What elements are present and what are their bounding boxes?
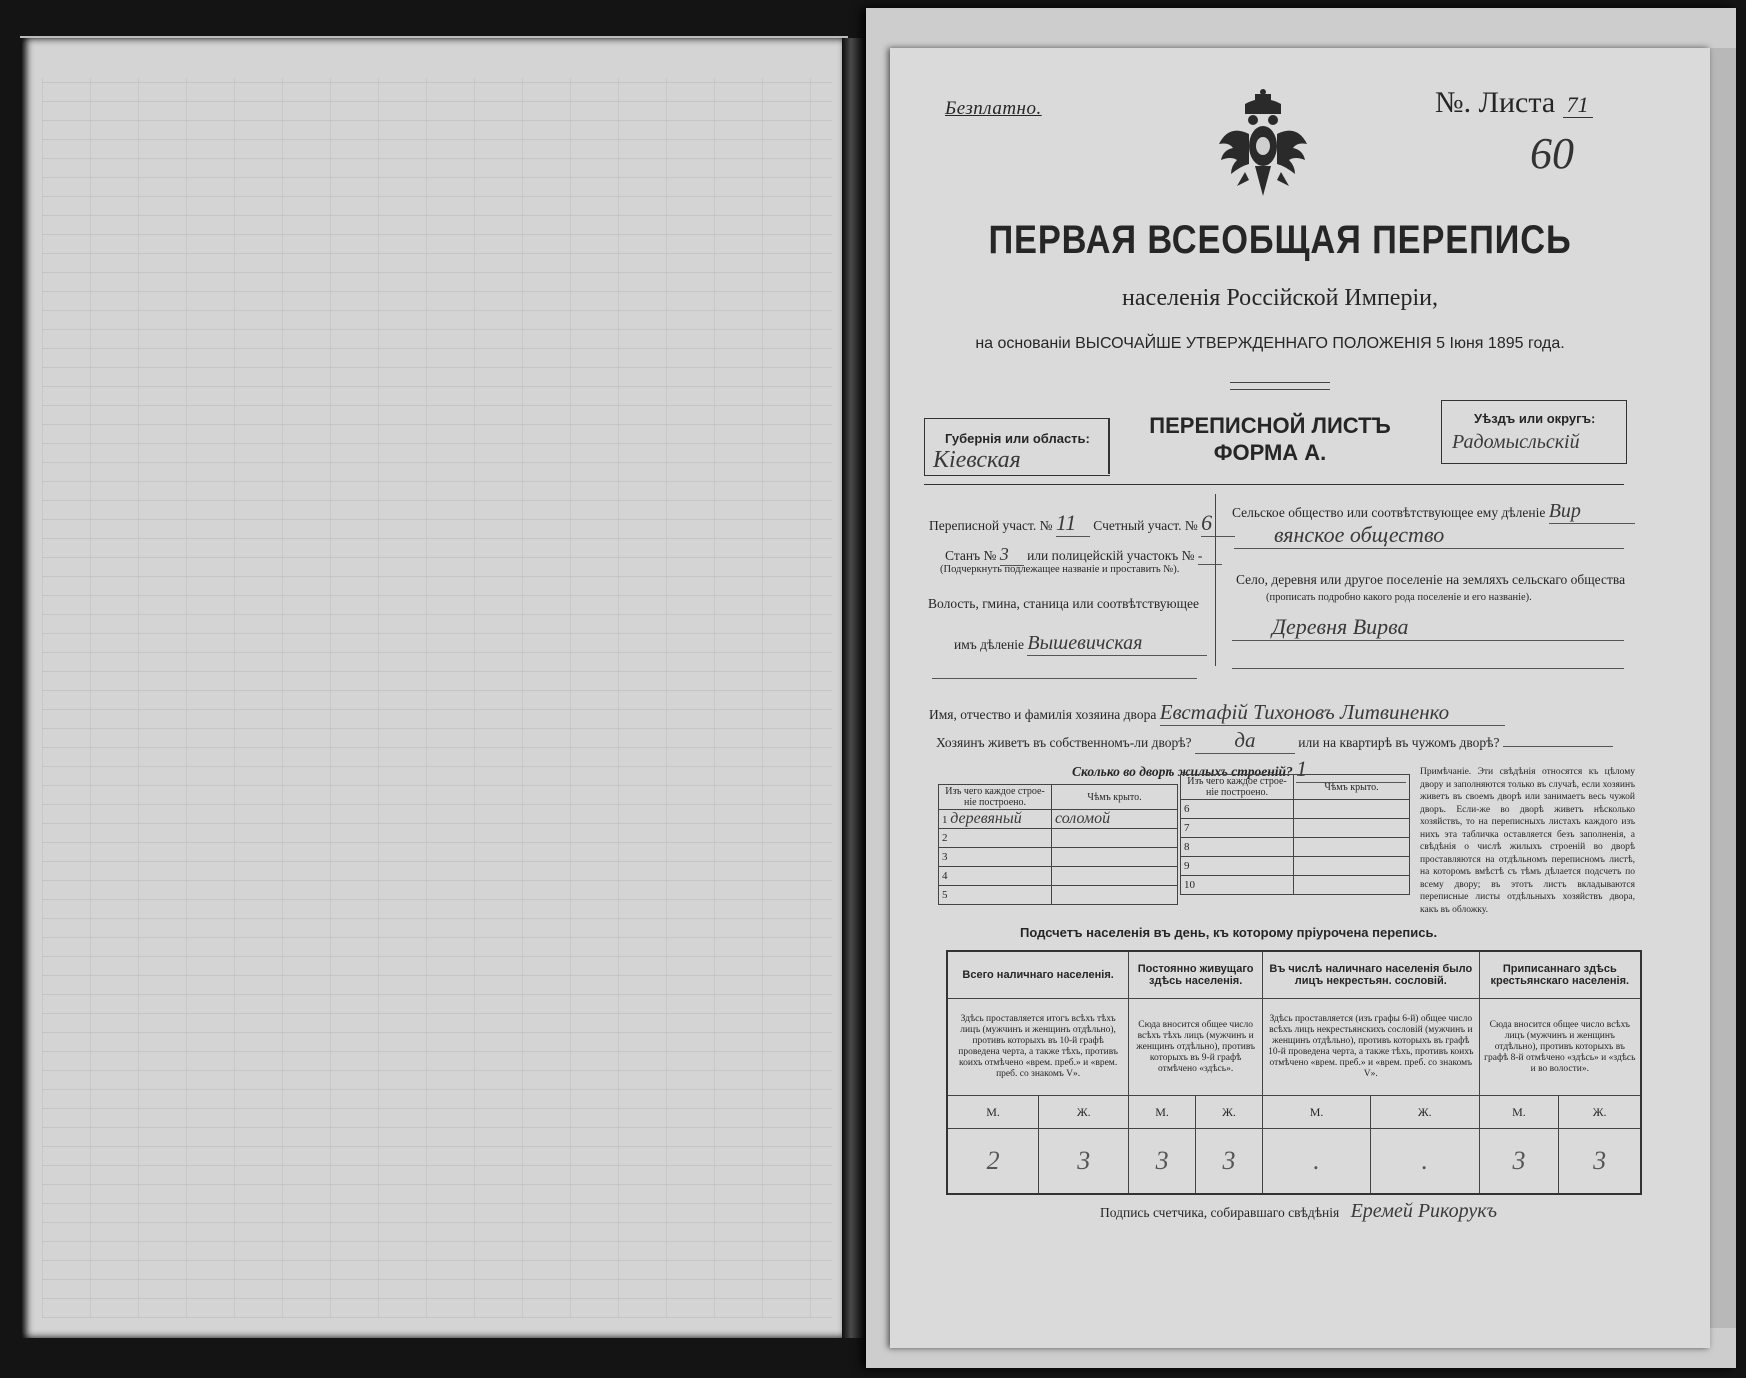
society-field <box>1232 500 1635 524</box>
pencil-folio-number: 60 <box>1530 129 1574 178</box>
gubernia-box-rule <box>1108 418 1110 474</box>
roof-value <box>1294 819 1410 838</box>
male-count: 2 <box>947 1129 1039 1195</box>
own-yard-value: да <box>1195 728 1295 754</box>
roof-value <box>1052 867 1178 886</box>
free-label: Безплатно. <box>945 98 1042 119</box>
table-row <box>939 867 1178 886</box>
own-yard-field <box>936 728 1613 754</box>
row-number: 4 <box>939 867 1052 886</box>
pop-group-title: Въ числѣ наличнаго населенія было лицъ некрестьян. сословій. <box>1263 951 1480 999</box>
village-value: Деревня Вирва <box>1232 614 1624 641</box>
uezd-label: Уѣздъ или округъ: <box>1474 411 1596 426</box>
uezd-box <box>1441 400 1627 464</box>
village-note: (прописать подробно какого рода поселеніе и его названіе). <box>1266 592 1532 603</box>
buildings-col-material: Изъ чего каждое строе-ніе построено. <box>939 785 1052 810</box>
buildings-col-roof: Чѣмъ крыто. <box>1294 775 1410 800</box>
header-rule <box>924 484 1624 485</box>
legal-basis: на основаніи ВЫСОЧАЙШЕ УТВЕРЖДЕННАГО ПОЛОЖЕНІЯ 5 Іюня 1895 года. <box>975 335 1565 352</box>
female-count: 3 <box>1039 1129 1129 1195</box>
table-row <box>939 886 1178 905</box>
male-header: М. <box>1263 1096 1371 1129</box>
table-row <box>1181 800 1410 819</box>
buildings-label: Сколько во дворѣ жилыхъ строеній? <box>1072 764 1293 779</box>
left-page-grid <box>42 78 832 1318</box>
stack-edge <box>1709 48 1736 1328</box>
society-value2: вянское общество <box>1234 522 1624 549</box>
police-value: - <box>1198 548 1222 565</box>
police-label: или полицейскій участокъ № <box>1027 548 1195 563</box>
ornament-divider <box>1230 382 1330 390</box>
male-count: 3 <box>1129 1129 1196 1195</box>
pop-group-title: Постоянно живущаго здѣсь населенія. <box>1129 951 1263 999</box>
uezd-value: Радомысльскій <box>1452 431 1580 453</box>
perepis-uchastok-field <box>929 510 1235 537</box>
volost-label: Волость, гмина, станица или соотвѣтствующее <box>928 596 1199 611</box>
buildings-table-right <box>1180 774 1410 895</box>
census-subtitle: населенія Россійской Имперіи, <box>1122 285 1438 311</box>
row-number: 7 <box>1181 819 1294 838</box>
book-spine <box>842 38 864 1338</box>
population-table <box>946 950 1642 1195</box>
row-number: 6 <box>1181 800 1294 819</box>
pop-group-desc: Сюда вносится общее число всѣхъ тѣхъ лицъ (мужчинъ и женщинъ отдѣльно), противъ которыхъ въ 9-й графѣ отмѣчено «здѣсь». <box>1129 999 1263 1096</box>
volost-label2: имъ дѣленіе <box>954 637 1025 652</box>
form-title-line2: ФОРМА А. <box>1213 440 1327 465</box>
pop-group-title: Приписаннаго здѣсь крестьянскаго населенія. <box>1479 951 1641 999</box>
roof-value <box>1052 886 1178 905</box>
volost-field <box>954 632 1207 656</box>
gubernia-label: Губернія или область: <box>945 431 1090 446</box>
imperial-eagle-emblem <box>1215 86 1311 206</box>
volost-value: Вышевичская <box>1027 632 1207 656</box>
male-count: . <box>1263 1129 1371 1195</box>
stan-label: Станъ № <box>945 548 997 563</box>
male-count: 3 <box>1479 1129 1559 1195</box>
schetny-uchastok-label: Счетный участ. № <box>1093 518 1198 533</box>
population-heading: Подсчетъ населенія въ день, къ которому пріурочена перепись. <box>1020 925 1438 940</box>
male-header: М. <box>947 1096 1039 1129</box>
table-row <box>1181 876 1410 895</box>
village-label: Село, деревня или другое поселеніе на земляхъ сельскаго общества <box>1236 572 1626 587</box>
owner-value: Евстафій Тихоновъ Литвиненко <box>1160 700 1505 726</box>
census-title: ПЕРВАЯ ВСЕОБЩАЯ ПЕРЕПИСЬ <box>988 218 1572 262</box>
material-value: деревяный <box>950 810 1022 827</box>
signature-label: Подпись счетчика, собиравшаго свѣдѣнія <box>1100 1205 1340 1220</box>
female-header: Ж. <box>1371 1096 1480 1129</box>
household-note: Примѣчаніе. Эти свѣдѣнія относятся къ цѣлому двору и заполняются только въ случаѣ, если хозяинъ живетъ въ своемъ дворѣ или занимаетъ весь чужой дворъ. Если-же во дворѣ живетъ нѣсколько хозяйствъ, то на переписныхъ листахъ каждого изъ нихъ эта табличка оставляется безъ заполненія, а свѣдѣнія о числѣ жилыхъ строеній во дворѣ проставляются на отдѣльномъ переписномъ листѣ, на которомъ вмѣстѣ съ тѣмъ дѣлается подсчетъ по всему двору; въ этотъ листъ вкладываются переписные листы отдѣльныхъ хозяйствъ двора, какъ въ обложку. <box>1420 767 1635 915</box>
form-title-line1: ПЕРЕПИСНОЙ ЛИСТЪ <box>1149 413 1391 438</box>
row-number: 5 <box>939 886 1052 905</box>
female-count: . <box>1371 1129 1480 1195</box>
volost-extra-line <box>932 678 1197 679</box>
table-row <box>939 848 1178 867</box>
male-header: М. <box>1479 1096 1559 1129</box>
stan-value: 3 <box>1000 544 1024 566</box>
row-number: 10 <box>1181 876 1294 895</box>
row-number: 8 <box>1181 838 1294 857</box>
roof-value <box>1294 857 1410 876</box>
schetny-uchastok-value: 6 <box>1201 510 1235 537</box>
table-row <box>939 810 1178 829</box>
female-header: Ж. <box>1195 1096 1262 1129</box>
sheet-number-label: №. Листа <box>1435 86 1556 119</box>
roof-value: соломой <box>1055 810 1111 827</box>
rented-label: или на квартирѣ въ чужомъ дворѣ? <box>1298 735 1500 750</box>
owner-field <box>929 700 1505 726</box>
roof-value <box>1294 800 1410 819</box>
row-number: 9 <box>1181 857 1294 876</box>
owner-label: Имя, отчество и фамилія хозяина двора <box>929 707 1157 722</box>
buildings-table-left <box>938 784 1178 905</box>
society-value1: Вир <box>1549 500 1635 524</box>
own-yard-label: Хозяинъ живетъ въ собственномъ-ли дворѣ? <box>936 735 1192 750</box>
female-header: Ж. <box>1559 1096 1641 1129</box>
pop-group-desc: Здѣсь проставляется (изъ графы 6-й) общее число всѣхъ лицъ некрестьянскихъ сословій (мужчинъ и женщинъ отдѣльно), противъ которыхъ въ графѣ 10-й проведена черта, а также тѣхъ, противъ коихъ отмѣчено «врем. преб.» и «врем. преб. со знакомъ V». <box>1263 999 1480 1096</box>
table-row <box>939 829 1178 848</box>
rented-value <box>1503 746 1613 747</box>
buildings-col-material: Изъ чего каждое строе-ніе построено. <box>1181 775 1294 800</box>
society-label: Сельское общество или соотвѣтствующее ему дѣленіе <box>1232 505 1546 520</box>
underline-note: (Подчеркнуть подлежащее названіе и проставить №). <box>940 564 1180 575</box>
pop-group-desc: Сюда вносится общее число всѣхъ лицъ (мужчинъ и женщинъ отдѣльно), противъ которыхъ въ графѣ 8-й отмѣчено «здѣсь» и «здѣсь и во волости». <box>1479 999 1641 1096</box>
row-number: 2 <box>939 829 1052 848</box>
row-number: 1 <box>942 814 948 826</box>
perepis-uchastok-label: Переписной участ. № <box>929 518 1053 533</box>
gubernia-value: Кіевская <box>933 447 1021 473</box>
roof-value <box>1052 848 1178 867</box>
female-header: Ж. <box>1039 1096 1129 1129</box>
sheet-number-value: 71 <box>1563 92 1593 118</box>
roof-value <box>1294 876 1410 895</box>
roof-value <box>1052 829 1178 848</box>
table-row <box>1181 819 1410 838</box>
female-count: 3 <box>1195 1129 1262 1195</box>
signature-value: Еремей Рикорукъ <box>1350 1200 1497 1222</box>
table-row <box>1181 838 1410 857</box>
gubernia-box <box>924 418 1110 476</box>
pop-group-desc: Здѣсь проставляется итогъ всѣхъ тѣхъ лицъ (мужчинъ и женщинъ отдѣльно), противъ которыхъ въ 10-й графѣ проведена черта, а также тѣхъ, противъ коихъ отмѣчено «врем. преб.» и «врем. преб. со знакомъ V». <box>947 999 1129 1096</box>
sheet-number <box>1435 86 1593 120</box>
row-number: 3 <box>939 848 1052 867</box>
male-header: М. <box>1129 1096 1196 1129</box>
perepis-uchastok-value: 11 <box>1056 510 1090 537</box>
pop-group-title: Всего наличнаго населенія. <box>947 951 1129 999</box>
column-divider <box>1215 494 1216 666</box>
female-count: 3 <box>1559 1129 1641 1195</box>
stan-field <box>945 544 1222 566</box>
buildings-value: 1 <box>1296 756 1406 783</box>
signature-field <box>1100 1200 1497 1223</box>
buildings-col-roof: Чѣмъ крыто. <box>1052 785 1178 810</box>
form-title <box>1120 412 1420 466</box>
table-row <box>1181 857 1410 876</box>
roof-value <box>1294 838 1410 857</box>
left-page <box>22 38 842 1338</box>
village-extra-line <box>1232 668 1624 669</box>
